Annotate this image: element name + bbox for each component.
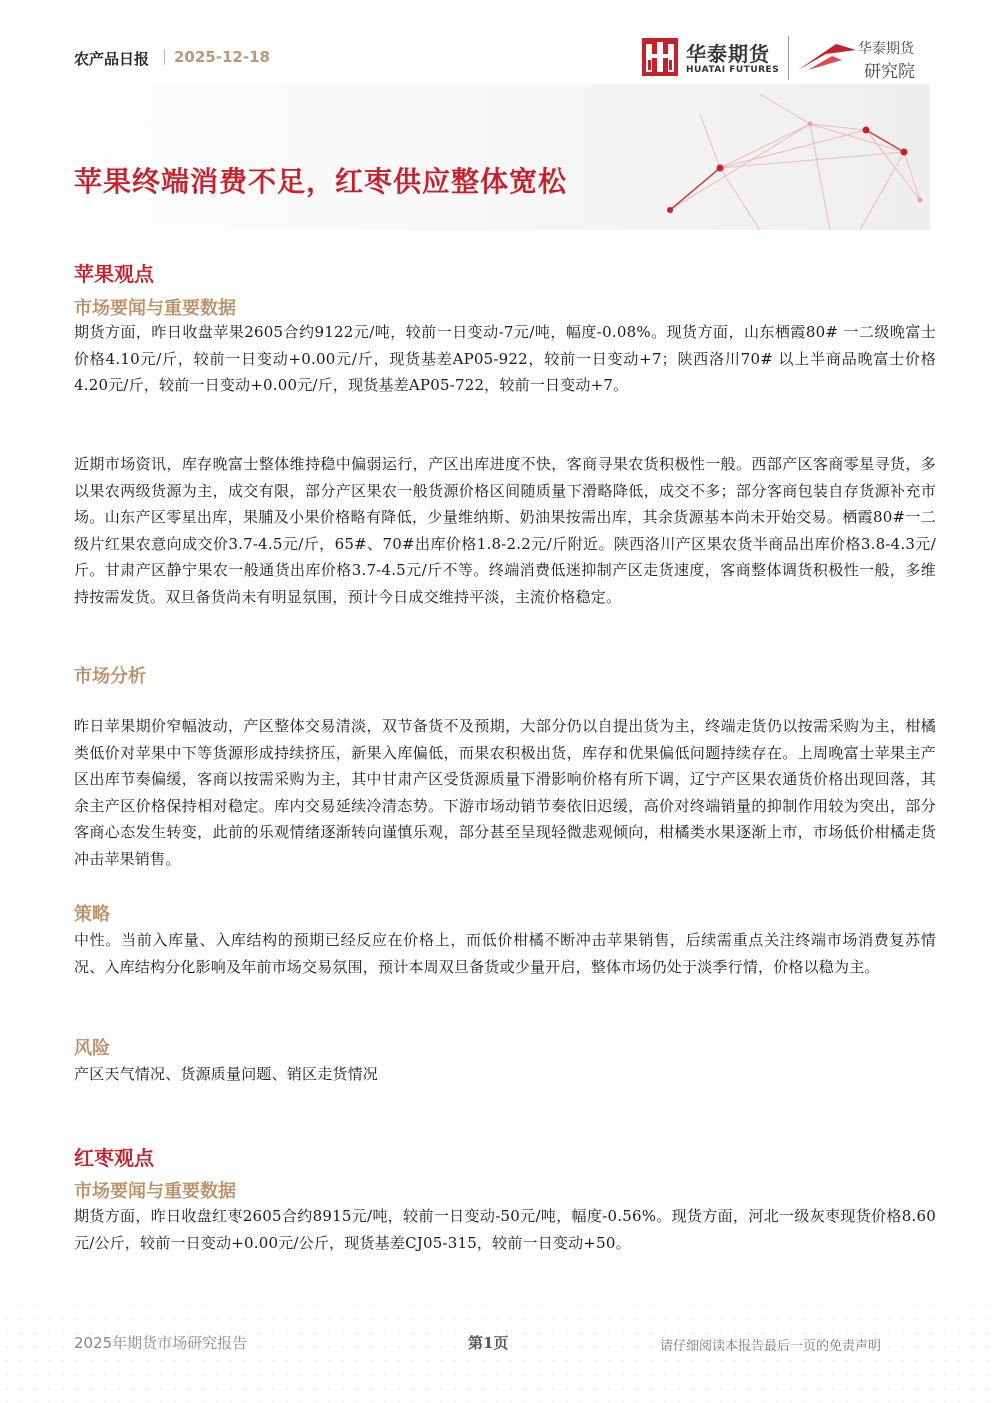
page-title: 苹果终端消费不足，红枣供应整体宽松 [74,165,568,198]
apple-news-paragraph-2: 近期市场资讯，库存晚富士整体维持稳中偏弱运行，产区出库进度不快，客商寻果农货积极性一般。西部产区客商零星寻货，多以果农两级货源为主，成交有限，部分产区果农一般货源价格区间随质量下滑略降低，成交不多；部分客商包装自存货源补充市场。山东产区零星出库，果脯及小果价格略有降低，少量维纳斯、奶油果按需出库，其余货源基本尚未开始交易。栖霞80#一二级片红果农意向成交价3.7-4.5元/斤，65#、70#出库价格1.8-2.2元/斤附近。陕西洛川产区果农货半商品出库价格3.8-4.3元/斤。甘肃产区静宁果农一般通货出库价格3.7-4.5元/斤不等。终端消费低迷抑制产区走货速度，客商整体调货积极性一般，多维持按需发货。双旦备货尚未有明显氛围，预计今日成交维持平淡，主流价格稳定。 [74,455,936,606]
title-banner [0,84,930,230]
institute-logo-icon [796,40,858,74]
jujube-news-paragraph-1: 期货方面，昨日收盘红枣2605合约8915元/吨，较前一日变动-50元/吨，幅度-0.56%。现货方面，河北一级灰枣现货价格8.60元/公斤，较前一日变动+0.00元/公斤，现货基差CJ05-315，较前一日变动+50。 [74,1207,936,1252]
apple-analysis-paragraph: 昨日苹果期价窄幅波动，产区整体交易清淡，双节备货不及预期，大部分仍以自提出货为主，终端走货仍以按需采购为主，柑橘类低价对苹果中下等货源形成持续挤压，新果入库偏低，而果农积极出货，库存和优果偏低问题持续存在。上周晚富士苹果主产区出库节奏偏缓，客商以按需采购为主，其中甘肃产区受货源质量下滑影响价格有所下调，辽宁产区果农通货价格出现回落，其余主产区价格保持相对稳定。库内交易延续冷清态势。下游市场动销节奏依旧迟缓，高价对终端销量的抑制作用较为突出，部分客商心态发生转变，此前的乐观情绪逐渐转向谨慎乐观，部分甚至呈现轻微悲观倾向，柑橘类水果逐渐上市，市场低价柑橘走货冲击苹果销售。 [74,717,936,868]
doc-type: 农产品日报 [74,50,150,68]
banner-network-graphic [0,84,930,230]
apple-risk-heading: 风险 [74,1038,110,1059]
apple-strategy-heading: 策略 [74,904,110,925]
report-header [0,36,992,82]
apple-section-heading: 苹果观点 [74,262,154,286]
header-separator: | [162,47,168,65]
institute-name-top: 华泰期货 [858,41,914,57]
logo-text-en: HUATAI FUTURES [686,65,780,75]
company-logo [642,36,932,82]
report-date: 2025-12-18 [174,48,270,66]
huatai-logo-icon [642,38,678,76]
institute-name-bottom: 研究院 [864,62,915,82]
apple-news-heading: 市场要闻与重要数据 [74,298,236,319]
jujube-news-heading: 市场要闻与重要数据 [74,1181,236,1202]
jujube-section-heading: 红枣观点 [74,1146,154,1170]
footer-report-name: 2025年期货市场研究报告 [74,1334,248,1352]
logo-text-cn: 华泰期货 [686,42,770,66]
logo-divider [788,36,789,80]
apple-analysis-heading: 市场分析 [74,666,146,687]
footer-page-number: 第1页 [468,1334,509,1352]
apple-news-paragraph-1: 期货方面，昨日收盘苹果2605合约9122元/吨，较前一日变动-7元/吨，幅度-0.08%。现货方面，山东栖霞80# 一二级晚富士价格4.10元/斤，较前一日变动+0.00元/斤，现货基差AP05-922，较前一日变动+7；陕西洛川70# 以上半商品晚富士价格4.20元/斤，较前一日变动+0.00元/斤，现货基差AP05-722，较前一日变动+7。 [74,323,936,394]
footer-disclaimer: 请仔细阅读本报告最后一页的免责声明 [660,1339,882,1354]
apple-risk-paragraph: 产区天气情况、货源质量问题、销区走货情况 [74,1065,379,1083]
apple-strategy-paragraph: 中性。当前入库量、入库结构的预期已经反应在价格上，而低价柑橘不断冲击苹果销售，后续需重点关注终端市场消费复苏情况、入库结构分化影响及年前市场交易氛围，预计本周双旦备货或少量开启，整体市场仍处于淡季行情，价格以稳为主。 [74,931,936,976]
